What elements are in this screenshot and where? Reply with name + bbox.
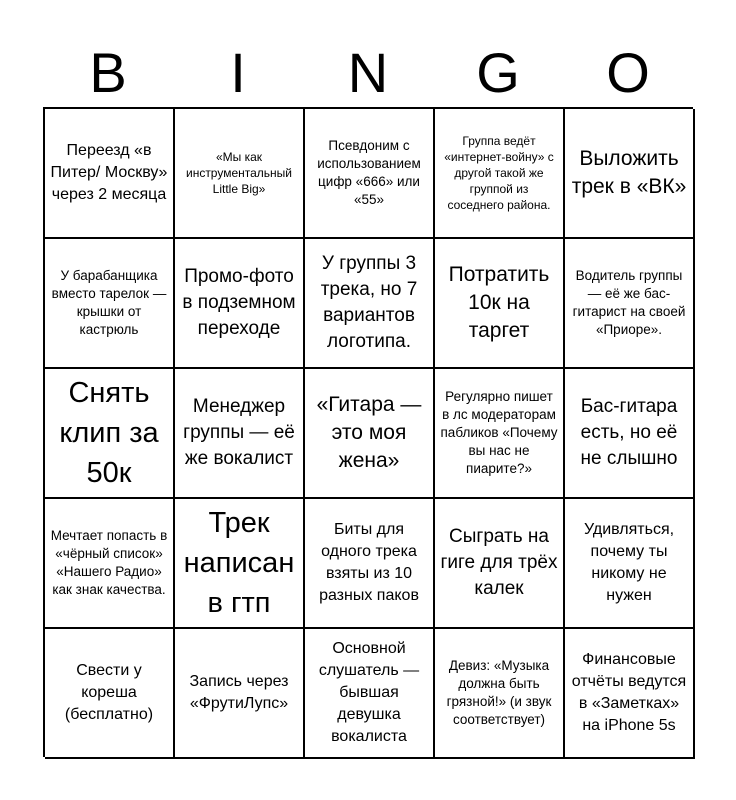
header-letter-b: B	[89, 41, 127, 104]
header-letter-n: N	[347, 41, 389, 104]
bingo-cell[interactable]	[305, 369, 435, 499]
bingo-cell[interactable]	[435, 629, 565, 759]
bingo-cell[interactable]	[565, 629, 695, 759]
cell-text: Удивляться, почему ты никому не нужен	[583, 521, 675, 604]
bingo-cell[interactable]	[565, 109, 695, 239]
cell-text: Запись через «ФрутиЛупс»	[189, 673, 289, 712]
cell-text: У группы 3 трека, но 7 вариантов логотипа.	[320, 253, 418, 352]
cell-text: Группа ведёт «интернет-войну» с другой такой же группой из соседнего района.	[444, 134, 554, 212]
cell-text: «Мы как инструментальный Little Big»	[185, 150, 293, 196]
bingo-cell[interactable]	[565, 369, 695, 499]
bingo-cell[interactable]	[175, 499, 305, 629]
bingo-cell[interactable]	[305, 629, 435, 759]
bingo-cell[interactable]	[175, 369, 305, 499]
cell-text: Сыграть на гиге для трёх калек	[440, 526, 558, 599]
bingo-cell[interactable]	[45, 369, 175, 499]
bingo-cell[interactable]	[435, 109, 565, 239]
cell-text: «Гитара — это моя жена»	[316, 393, 422, 472]
cell-text: Финансовые отчёты ведутся в «Заметках» на iPhone 5s	[571, 651, 687, 734]
cell-text: Основной слушатель — бывшая девушка вокалиста	[318, 640, 420, 745]
cell-text: Бас-гитара есть, но её не слышно	[580, 396, 678, 469]
cell-text: Снять клип за 50к	[59, 377, 159, 489]
cell-text: Биты для одного трека взяты из 10 разных паков	[319, 521, 419, 604]
cell-text: Мечтает попасть в «чёрный список» «Нашего Радио» как знак качества.	[50, 528, 168, 597]
bingo-cell[interactable]	[565, 239, 695, 369]
bingo-cell[interactable]	[305, 109, 435, 239]
bingo-board	[43, 107, 693, 757]
bingo-cell[interactable]	[175, 239, 305, 369]
bingo-cell[interactable]	[45, 109, 175, 239]
header-letter-g: G	[476, 41, 520, 104]
cell-text: Потратить 10к на таргет	[448, 263, 550, 342]
cell-text: Псевдоним с использованием цифр «666» или «55»	[317, 138, 421, 207]
cell-text: Выложить трек в «ВК»	[571, 147, 687, 198]
cell-text: Водитель группы — её же бас-гитарист на своей «Приоре».	[572, 268, 686, 337]
cell-text: Переезд «в Питер/ Москву» через 2 месяца	[50, 142, 168, 203]
cell-text: У барабанщика вместо тарелок — крышки от кастрюль	[51, 268, 167, 337]
bingo-cell[interactable]	[305, 239, 435, 369]
bingo-cell[interactable]	[45, 629, 175, 759]
cell-text: Регулярно пишет в лс модераторам пабликов «Почему вы нас не пиарите?»	[440, 389, 558, 476]
bingo-cell[interactable]	[305, 499, 435, 629]
bingo-cell[interactable]	[435, 369, 565, 499]
bingo-cell[interactable]	[435, 239, 565, 369]
cell-text: Менеджер группы — её же вокалист	[183, 396, 295, 469]
bingo-cell[interactable]	[175, 109, 305, 239]
header-letter-o: O	[606, 41, 650, 104]
cell-text: Промо-фото в подземном переходе	[182, 266, 296, 339]
cell-text: Свести у кореша (бесплатно)	[64, 662, 154, 723]
bingo-cell[interactable]	[175, 629, 305, 759]
bingo-cell[interactable]	[45, 499, 175, 629]
cell-text: Трек написан в гтп	[183, 507, 295, 619]
bingo-cell[interactable]	[45, 239, 175, 369]
header-letter-i: I	[230, 41, 246, 104]
bingo-header	[43, 38, 693, 108]
bingo-cell[interactable]	[435, 499, 565, 629]
bingo-cell[interactable]	[565, 499, 695, 629]
cell-text: Девиз: «Музыка должна быть грязной!» (и звук соответствует)	[446, 658, 552, 727]
